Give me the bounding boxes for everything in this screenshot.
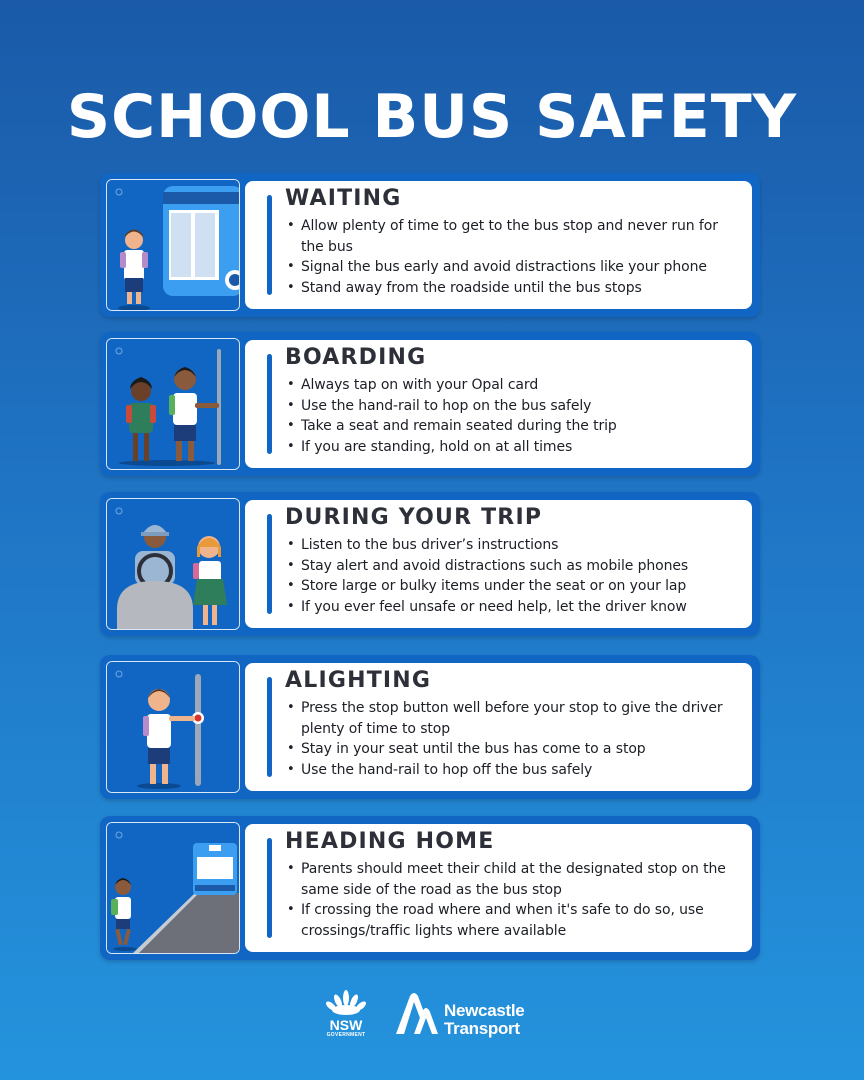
footer-logos	[320, 988, 560, 1048]
section-heading: DURING YOUR TRIP	[285, 505, 543, 530]
list-item: • If crossing the road where and when it's safe to do so, use crossings/traffic lights where available	[285, 900, 740, 941]
newcastle-transport-wordmark	[444, 1002, 524, 1038]
section-panel	[245, 663, 752, 791]
list-item: • Use the hand-rail to hop on the bus safely	[285, 396, 740, 417]
bullet-list	[285, 375, 740, 457]
nsw-label: NSW	[329, 1017, 363, 1033]
section-waiting	[100, 173, 760, 317]
accent-bar	[267, 514, 272, 614]
section-boarding	[100, 332, 760, 476]
bullet-list	[285, 216, 740, 298]
accent-bar	[267, 195, 272, 295]
accent-bar	[267, 354, 272, 454]
nsw-government-label: GOVERNMENT	[326, 1032, 366, 1038]
list-item: • Use the hand-rail to hop off the bus safely	[285, 760, 740, 781]
section-panel	[245, 500, 752, 628]
accent-bar	[267, 838, 272, 938]
section-panel	[245, 181, 752, 309]
bullet-list	[285, 698, 740, 780]
bullet-list	[285, 535, 740, 617]
list-item: • Stay alert and avoid distractions such as mobile phones	[285, 556, 740, 577]
page-title: SCHOOL BUS SAFETY	[66, 82, 798, 152]
list-item: • Press the stop button well before your stop to give the driver plenty of time to stop	[285, 698, 740, 739]
wordmark-line-1: Newcastle	[444, 1001, 525, 1020]
child-pressing-stop-button-icon	[106, 661, 240, 793]
section-heading: ALIGHTING	[285, 668, 432, 693]
children-boarding-icon	[106, 338, 240, 470]
section-heading: BOARDING	[285, 345, 427, 370]
section-alighting	[100, 655, 760, 799]
list-item: • Stand away from the roadside until the bus stops	[285, 278, 740, 299]
child-walking-home-icon	[106, 822, 240, 954]
accent-bar	[267, 677, 272, 777]
list-item: • Parents should meet their child at the designated stop on the same side of the road as the bus stop	[285, 859, 740, 900]
newcastle-transport-logo-icon	[392, 990, 440, 1038]
section-heading-home	[100, 816, 760, 960]
section-panel	[245, 824, 752, 952]
list-item: • Listen to the bus driver’s instructions	[285, 535, 740, 556]
bullet-list	[285, 859, 740, 941]
list-item: • Signal the bus early and avoid distractions like your phone	[285, 257, 740, 278]
list-item: • If you are standing, hold on at all times	[285, 437, 740, 458]
wordmark-line-2: Transport	[444, 1019, 520, 1038]
waratah-icon	[320, 988, 372, 1018]
list-item: • Stay in your seat until the bus has come to a stop	[285, 739, 740, 760]
section-panel	[245, 340, 752, 468]
nsw-government-logo	[320, 988, 378, 1040]
section-during-your-trip	[100, 492, 760, 636]
list-item: • Always tap on with your Opal card	[285, 375, 740, 396]
list-item: • If you ever feel unsafe or need help, let the driver know	[285, 597, 740, 618]
list-item: • Take a seat and remain seated during the trip	[285, 416, 740, 437]
list-item: • Store large or bulky items under the seat or on your lap	[285, 576, 740, 597]
child-waiting-at-bus-icon	[106, 179, 240, 311]
list-item: • Allow plenty of time to get to the bus stop and never run for the bus	[285, 216, 740, 257]
section-heading: WAITING	[285, 186, 402, 211]
bus-driver-icon	[106, 498, 240, 630]
section-heading: HEADING HOME	[285, 829, 495, 854]
